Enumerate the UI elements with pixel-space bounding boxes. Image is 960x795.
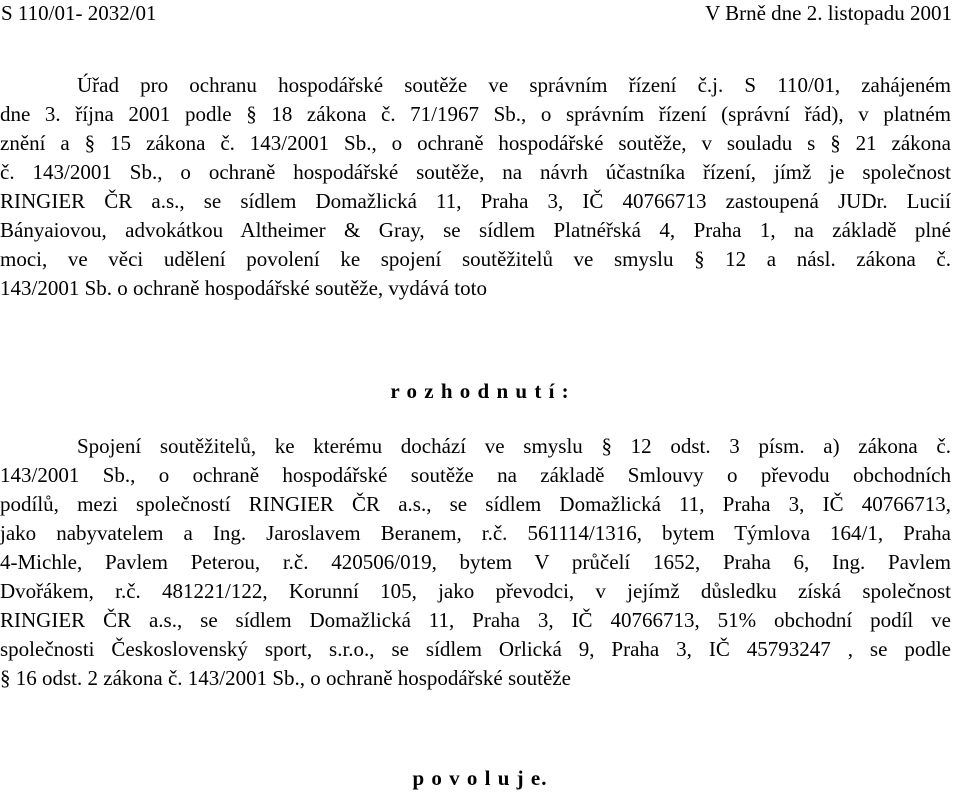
paragraph-line: Úřad pro ochranu hospodářské soutěže ve správním řízení č.j. S 110/01, zahájeném: [77, 73, 951, 97]
paragraph-line: dne 3. října 2001 podle § 18 zákona č. 71/1967 Sb., o správním řízení (správní řád), v platném: [0, 102, 951, 126]
paragraph-line: Dvořákem, r.č. 481221/122, Korunní 105, jako převodci, v jejímž důsledku získá společnost: [0, 579, 951, 603]
paragraph-line: RINGIER ČR a.s., se sídlem Domažlická 11, Praha 3, IČ 40766713 zastoupená JUDr. Lucií: [0, 189, 951, 213]
paragraph-line: 4-Michle, Pavlem Peterou, r.č. 420506/019, bytem V průčelí 1652, Praha 6, Ing. Pavlem: [0, 550, 951, 574]
permit-heading: p o v o l u j e.: [412, 766, 548, 790]
decision-paragraph: [0, 432, 951, 693]
paragraph-line: RINGIER ČR a.s., se sídlem Domažlická 11, Praha 3, IČ 40766713, 51% obchodní podíl ve: [0, 608, 951, 632]
document-header: [0, 0, 960, 30]
paragraph-line: jako nabyvatelem a Ing. Jaroslavem Beranem, r.č. 561114/1316, bytem Týmlova 164/1, Praha: [0, 521, 951, 545]
paragraph-line: Spojení soutěžitelů, ke kterému dochází ve smyslu § 12 odst. 3 písm. a) zákona č.: [77, 434, 951, 458]
paragraph-line: znění a § 15 zákona č. 143/2001 Sb., o ochraně hospodářské soutěže, v souladu s § 21 zákona: [0, 131, 951, 155]
paragraph-line: Bányaiovou, advokátkou Altheimer & Gray, se sídlem Platnéřská 4, Praha 1, na základě plné: [0, 218, 951, 242]
paragraph-line: § 16 odst. 2 zákona č. 143/2001 Sb., o ochraně hospodářské soutěže: [0, 666, 571, 690]
paragraph-line: společnosti Československý sport, s.r.o., se sídlem Orlická 9, Praha 3, IČ 45793247 , se podle: [0, 637, 951, 661]
paragraph-line: 143/2001 Sb., o ochraně hospodářské soutěže na základě Smlouvy o převodu obchodních: [0, 463, 951, 487]
paragraph-line: moci, ve věci udělení povolení ke spojení soutěžitelů ve smyslu § 12 a násl. zákona č.: [0, 247, 951, 271]
paragraph-line: podílů, mezi společností RINGIER ČR a.s., se sídlem Domažlická 11, Praha 3, IČ 40766713,: [0, 492, 951, 516]
paragraph-line: č. 143/2001 Sb., o ochraně hospodářské soutěže, na návrh účastníka řízení, jímž je společnost: [0, 160, 951, 184]
case-reference: S 110/01- 2032/01: [1, 1, 157, 25]
place-and-date: V Brně dne 2. listopadu 2001: [705, 1, 952, 25]
paragraph-line: 143/2001 Sb. o ochraně hospodářské soutěže, vydává toto: [0, 276, 487, 300]
decision-heading: r o z h o d n u t í :: [390, 379, 570, 403]
intro-paragraph: [0, 71, 951, 303]
